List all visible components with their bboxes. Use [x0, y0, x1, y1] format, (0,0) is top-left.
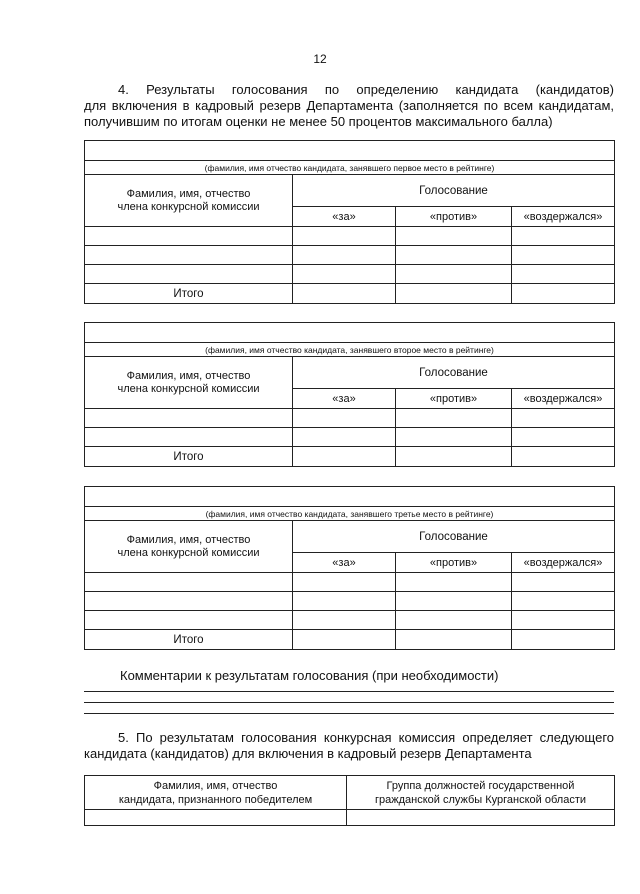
section-5-text [84, 730, 614, 762]
total-against-cell[interactable] [396, 447, 512, 467]
voting-header: Голосование [293, 357, 615, 389]
section-4-text [84, 82, 614, 130]
table-row [85, 265, 615, 284]
abstain-cell[interactable] [512, 246, 615, 265]
abstain-cell[interactable] [512, 611, 615, 630]
abstain-cell[interactable] [512, 409, 615, 428]
table-row [85, 611, 615, 630]
col-for-header: «за» [293, 207, 396, 227]
against-cell[interactable] [396, 409, 512, 428]
comment-line-3 [84, 713, 614, 714]
comments-title: Комментарии к результатам голосования (при необходимости) [120, 668, 499, 683]
total-against-cell[interactable] [396, 630, 512, 650]
table-row [85, 428, 615, 447]
against-cell[interactable] [396, 246, 512, 265]
voting-header: Голосование [293, 175, 615, 207]
section-5-first-line: 5. По результатам голосования конкурсная комиссия определяет следующего [118, 730, 614, 745]
table-row [85, 409, 615, 428]
member-header: Фамилия, имя, отчество члена конкурсной комиссии [85, 357, 293, 409]
total-row [85, 284, 615, 304]
against-cell[interactable] [396, 611, 512, 630]
voting-table [84, 140, 615, 304]
total-abstain-cell[interactable] [512, 284, 615, 304]
member-cell[interactable] [85, 592, 293, 611]
total-abstain-cell[interactable] [512, 630, 615, 650]
col-against-header: «против» [396, 553, 512, 573]
against-cell[interactable] [396, 428, 512, 447]
member-cell[interactable] [85, 611, 293, 630]
winners-name-cell[interactable] [85, 810, 347, 826]
abstain-cell[interactable] [512, 227, 615, 246]
total-label: Итого [85, 284, 293, 304]
candidate-caption: (фамилия, имя отчество кандидата, занявшего третье место в рейтинге) [85, 507, 615, 521]
member-header: Фамилия, имя, отчество члена конкурсной комиссии [85, 175, 293, 227]
abstain-cell[interactable] [512, 592, 615, 611]
total-for-cell[interactable] [293, 447, 396, 467]
abstain-cell[interactable] [512, 265, 615, 284]
member-cell[interactable] [85, 246, 293, 265]
for-cell[interactable] [293, 409, 396, 428]
winners-group-header: Группа должностей государственной гражданской службы Курганской области [347, 776, 615, 810]
total-label: Итого [85, 630, 293, 650]
for-cell[interactable] [293, 227, 396, 246]
candidate-name-cell[interactable] [85, 141, 615, 161]
candidate-name-cell[interactable] [85, 323, 615, 343]
member-cell[interactable] [85, 428, 293, 447]
candidate-caption: (фамилия, имя отчество кандидата, занявшего первое место в рейтинге) [85, 161, 615, 175]
total-for-cell[interactable] [293, 284, 396, 304]
member-cell[interactable] [85, 227, 293, 246]
total-label: Итого [85, 447, 293, 467]
against-cell[interactable] [396, 227, 512, 246]
col-abstain-header: «воздержался» [512, 207, 615, 227]
against-cell[interactable] [396, 592, 512, 611]
total-against-cell[interactable] [396, 284, 512, 304]
table-row [85, 573, 615, 592]
against-cell[interactable] [396, 573, 512, 592]
voting-header: Голосование [293, 521, 615, 553]
total-for-cell[interactable] [293, 630, 396, 650]
comment-line-1 [84, 691, 614, 692]
winners-table [84, 775, 615, 826]
against-cell[interactable] [396, 265, 512, 284]
abstain-cell[interactable] [512, 428, 615, 447]
col-against-header: «против» [396, 389, 512, 409]
for-cell[interactable] [293, 573, 396, 592]
total-row [85, 447, 615, 467]
winners-group-cell[interactable] [347, 810, 615, 826]
comment-line-2 [84, 702, 614, 703]
col-abstain-header: «воздержался» [512, 389, 615, 409]
total-row [85, 630, 615, 650]
page-number: 12 [313, 52, 327, 66]
winners-name-header: Фамилия, имя, отчество кандидата, признанного победителем [85, 776, 347, 810]
voting-table [84, 486, 615, 650]
for-cell[interactable] [293, 265, 396, 284]
voting-table [84, 322, 615, 467]
table-row [85, 246, 615, 265]
member-cell[interactable] [85, 265, 293, 284]
member-header: Фамилия, имя, отчество члена конкурсной комиссии [85, 521, 293, 573]
col-against-header: «против» [396, 207, 512, 227]
col-for-header: «за» [293, 389, 396, 409]
abstain-cell[interactable] [512, 573, 615, 592]
member-cell[interactable] [85, 573, 293, 592]
table-row [85, 592, 615, 611]
col-for-header: «за» [293, 553, 396, 573]
member-cell[interactable] [85, 409, 293, 428]
for-cell[interactable] [293, 592, 396, 611]
col-abstain-header: «воздержался» [512, 553, 615, 573]
section-4-first-line: 4. Результаты голосования по определению кандидата (кандидатов) [118, 82, 614, 97]
candidate-caption: (фамилия, имя отчество кандидата, занявшего второе место в рейтинге) [85, 343, 615, 357]
candidate-name-cell[interactable] [85, 487, 615, 507]
table-row [85, 227, 615, 246]
section-5-rest: кандидата (кандидатов) для включения в кадровый резерв Департамента [84, 746, 532, 761]
section-4-rest: для включения в кадровый резерв Департамента (заполняется по всем кандидатам, получившим по итогам оценки не менее 50 процентов максимального балла) [84, 98, 614, 129]
for-cell[interactable] [293, 611, 396, 630]
total-abstain-cell[interactable] [512, 447, 615, 467]
for-cell[interactable] [293, 246, 396, 265]
for-cell[interactable] [293, 428, 396, 447]
